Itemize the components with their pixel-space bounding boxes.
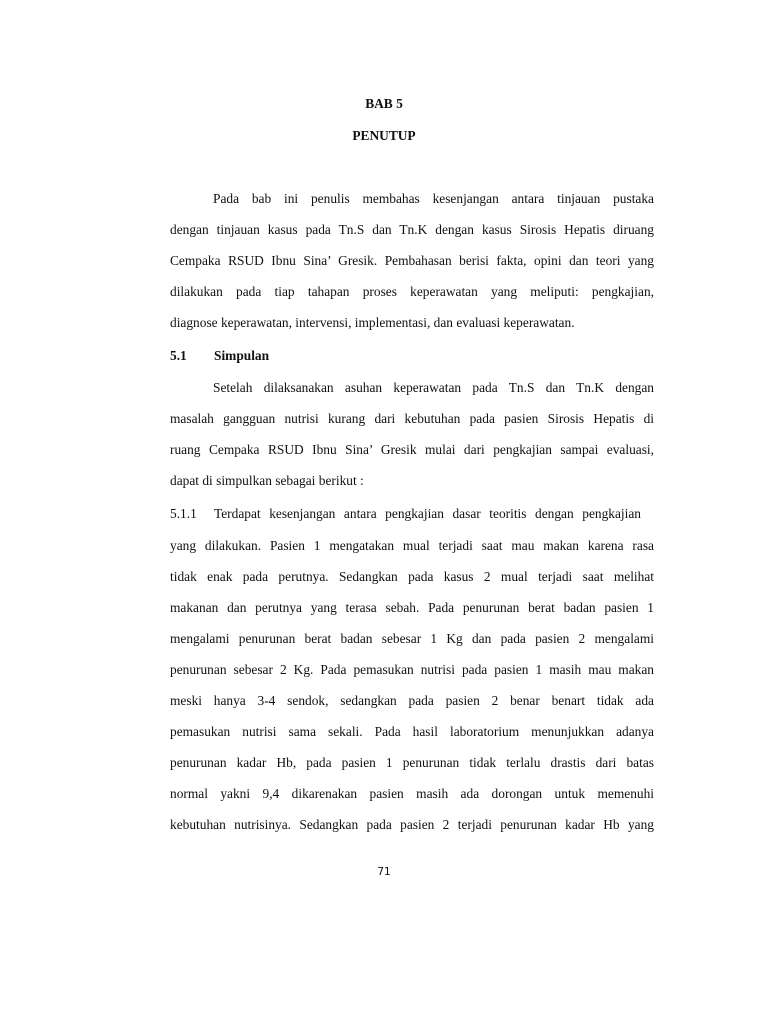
paragraph-line: normal yakni 9,4 dikarenakan pasien masih ada dorongan untuk memenuhi: [170, 786, 654, 801]
subsection-number: 5.1.1: [170, 506, 197, 521]
paragraph-line: masalah gangguan nutrisi kurang dari kebutuhan pada pasien Sirosis Hepatis di: [170, 411, 654, 426]
page-number: 71: [377, 866, 391, 878]
chapter-title: PENUTUP: [352, 128, 416, 143]
paragraph-line: meski hanya 3-4 sendok, sedangkan pada pasien 2 benar benart tidak ada: [170, 693, 654, 708]
paragraph-line: diagnose keperawatan, intervensi, implementasi, dan evaluasi keperawatan.: [170, 315, 575, 330]
paragraph-line: dilakukan pada tiap tahapan proses keperawatan yang meliputi: pengkajian,: [170, 284, 654, 299]
paragraph-line: Cempaka RSUD Ibnu Sina’ Gresik. Pembahasan berisi fakta, opini dan teori yang: [170, 253, 654, 268]
paragraph-line: pemasukan nutrisi sama sekali. Pada hasil laboratorium menunjukkan adanya: [170, 724, 654, 739]
paragraph-line: penurunan sebesar 2 Kg. Pada pemasukan nutrisi pada pasien 1 masih mau makan: [170, 662, 654, 677]
paragraph-line: dengan tinjauan kasus pada Tn.S dan Tn.K dengan kasus Sirosis Hepatis diruang: [170, 222, 654, 237]
paragraph-line: yang dilakukan. Pasien 1 mengatakan mual terjadi saat mau makan karena rasa: [170, 538, 654, 553]
paragraph-line: tidak enak pada perutnya. Sedangkan pada kasus 2 mual terjadi saat melihat: [170, 569, 654, 584]
paragraph-line: mengalami penurunan berat badan sebesar 1 Kg dan pada pasien 2 mengalami: [170, 631, 654, 646]
paragraph-line: Setelah dilaksanakan asuhan keperawatan pada Tn.S dan Tn.K dengan: [213, 380, 654, 395]
paragraph-line: penurunan kadar Hb, pada pasien 1 penurunan tidak terlalu drastis dari batas: [170, 755, 654, 770]
paragraph-line: dapat di simpulkan sebagai berikut :: [170, 473, 364, 488]
paragraph-line: makanan dan perutnya yang terasa sebah. Pada penurunan berat badan pasien 1: [170, 600, 654, 615]
chapter-number: BAB 5: [365, 96, 403, 111]
paragraph-line: kebutuhan nutrisinya. Sedangkan pada pasien 2 terjadi penurunan kadar Hb yang: [170, 817, 654, 832]
section-number: 5.1: [170, 348, 187, 363]
paragraph-line: Pada bab ini penulis membahas kesenjangan antara tinjauan pustaka: [213, 191, 654, 206]
paragraph-line: ruang Cempaka RSUD Ibnu Sina’ Gresik mulai dari pengkajian sampai evaluasi,: [170, 442, 654, 457]
section-title: Simpulan: [214, 348, 270, 363]
subsection-first-line: Terdapat kesenjangan antara pengkajian dasar teoritis dengan pengkajian: [214, 506, 641, 521]
